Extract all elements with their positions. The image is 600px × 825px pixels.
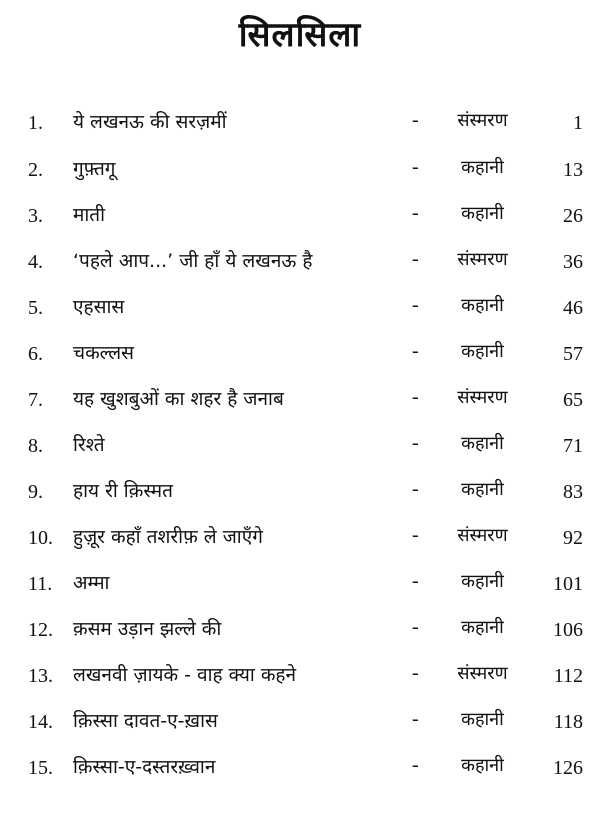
entry-number: 12. (28, 619, 53, 641)
entry-title: क़सम उड़ान झल्ले की (73, 618, 222, 640)
entry-page-number: 71 (563, 435, 583, 457)
entry-number: 10. (28, 527, 53, 549)
entry-dash: - (412, 754, 419, 776)
entry-genre: कहानी (461, 295, 504, 316)
entry-number: 4. (28, 251, 43, 273)
entry-dash: - (412, 109, 419, 131)
entry-page-number: 1 (573, 112, 583, 134)
entry-number: 5. (28, 297, 43, 319)
entry-page-number: 83 (563, 481, 583, 503)
entry-title: हुज़ूर कहाँ तशरीफ़ ले जाएँगे (73, 526, 263, 548)
entry-number: 8. (28, 435, 43, 457)
toc-entry (0, 293, 600, 325)
entry-page-number: 106 (553, 619, 583, 641)
entry-page-number: 46 (563, 297, 583, 319)
entry-title: रिश्ते (73, 434, 105, 456)
entry-genre: संस्मरण (457, 110, 508, 131)
entry-dash: - (412, 340, 419, 362)
entry-page-number: 26 (563, 205, 583, 227)
entry-dash: - (412, 294, 419, 316)
toc-entry (0, 707, 600, 739)
entry-title: लखनवी ज़ायके - वाह क्या कहने (73, 664, 297, 686)
toc-entry (0, 339, 600, 371)
entry-number: 13. (28, 665, 53, 687)
entry-title: अम्मा (73, 572, 110, 594)
entry-genre: संस्मरण (457, 525, 508, 546)
entry-title: हाय री क़िस्मत (73, 480, 173, 502)
entry-genre: कहानी (461, 433, 504, 454)
entry-page-number: 112 (553, 665, 583, 687)
entry-genre: कहानी (461, 709, 504, 730)
toc-entry (0, 155, 600, 187)
toc-entry (0, 431, 600, 463)
entry-page-number: 92 (563, 527, 583, 549)
entry-genre: संस्मरण (457, 663, 508, 684)
entry-number: 3. (28, 205, 43, 227)
entry-title: गुफ़्तगू (73, 158, 116, 180)
entry-page-number: 101 (553, 573, 583, 595)
entry-title: एहसास (73, 296, 125, 318)
page-title: सिलसिला (238, 15, 362, 55)
entry-number: 6. (28, 343, 43, 365)
entry-dash: - (412, 202, 419, 224)
entry-genre: संस्मरण (457, 387, 508, 408)
entry-number: 1. (28, 112, 43, 134)
entry-genre: कहानी (461, 617, 504, 638)
entry-genre: कहानी (461, 571, 504, 592)
entry-dash: - (412, 432, 419, 454)
entry-title: चकल्लस (73, 342, 134, 364)
entry-dash: - (412, 524, 419, 546)
entry-genre: कहानी (461, 755, 504, 776)
entry-number: 11. (28, 573, 53, 595)
entry-dash: - (412, 248, 419, 270)
entry-dash: - (412, 478, 419, 500)
entry-number: 14. (28, 711, 53, 733)
toc-entry (0, 753, 600, 785)
entry-number: 2. (28, 159, 43, 181)
entry-title: क़िस्सा दावत-ए-ख़ास (73, 710, 218, 732)
entry-genre: संस्मरण (457, 249, 508, 270)
toc-entry (0, 615, 600, 647)
entry-title: ‘पहले आप...’ जी हाँ ये लखनऊ है (73, 250, 313, 272)
entry-number: 9. (28, 481, 43, 503)
entry-page-number: 13 (563, 159, 583, 181)
entry-dash: - (412, 708, 419, 730)
entry-page-number: 57 (563, 343, 583, 365)
entry-dash: - (412, 570, 419, 592)
entry-genre: कहानी (461, 341, 504, 362)
toc-entry (0, 201, 600, 233)
toc-entry (0, 385, 600, 417)
entry-genre: कहानी (461, 157, 504, 178)
entry-number: 15. (28, 757, 53, 779)
entry-dash: - (412, 616, 419, 638)
entry-page-number: 36 (563, 251, 583, 273)
toc-entry (0, 569, 600, 601)
entry-page-number: 118 (553, 711, 583, 733)
entry-genre: कहानी (461, 203, 504, 224)
entry-dash: - (412, 386, 419, 408)
entry-dash: - (412, 156, 419, 178)
entry-number: 7. (28, 389, 43, 411)
entry-title: यह खुशबुओं का शहर है जनाब (73, 388, 284, 410)
entry-genre: कहानी (461, 479, 504, 500)
toc-entry (0, 247, 600, 279)
entry-page-number: 65 (563, 389, 583, 411)
toc-entry (0, 523, 600, 555)
entry-dash: - (412, 662, 419, 684)
entry-page-number: 126 (553, 757, 583, 779)
entry-title: क़िस्सा-ए-दस्तरख़्वान (73, 756, 216, 778)
toc-entry (0, 108, 600, 140)
entry-title: माती (73, 204, 106, 226)
entry-title: ये लखनऊ की सरज़मीं (73, 111, 227, 133)
toc-entry (0, 661, 600, 693)
toc-entry (0, 477, 600, 509)
